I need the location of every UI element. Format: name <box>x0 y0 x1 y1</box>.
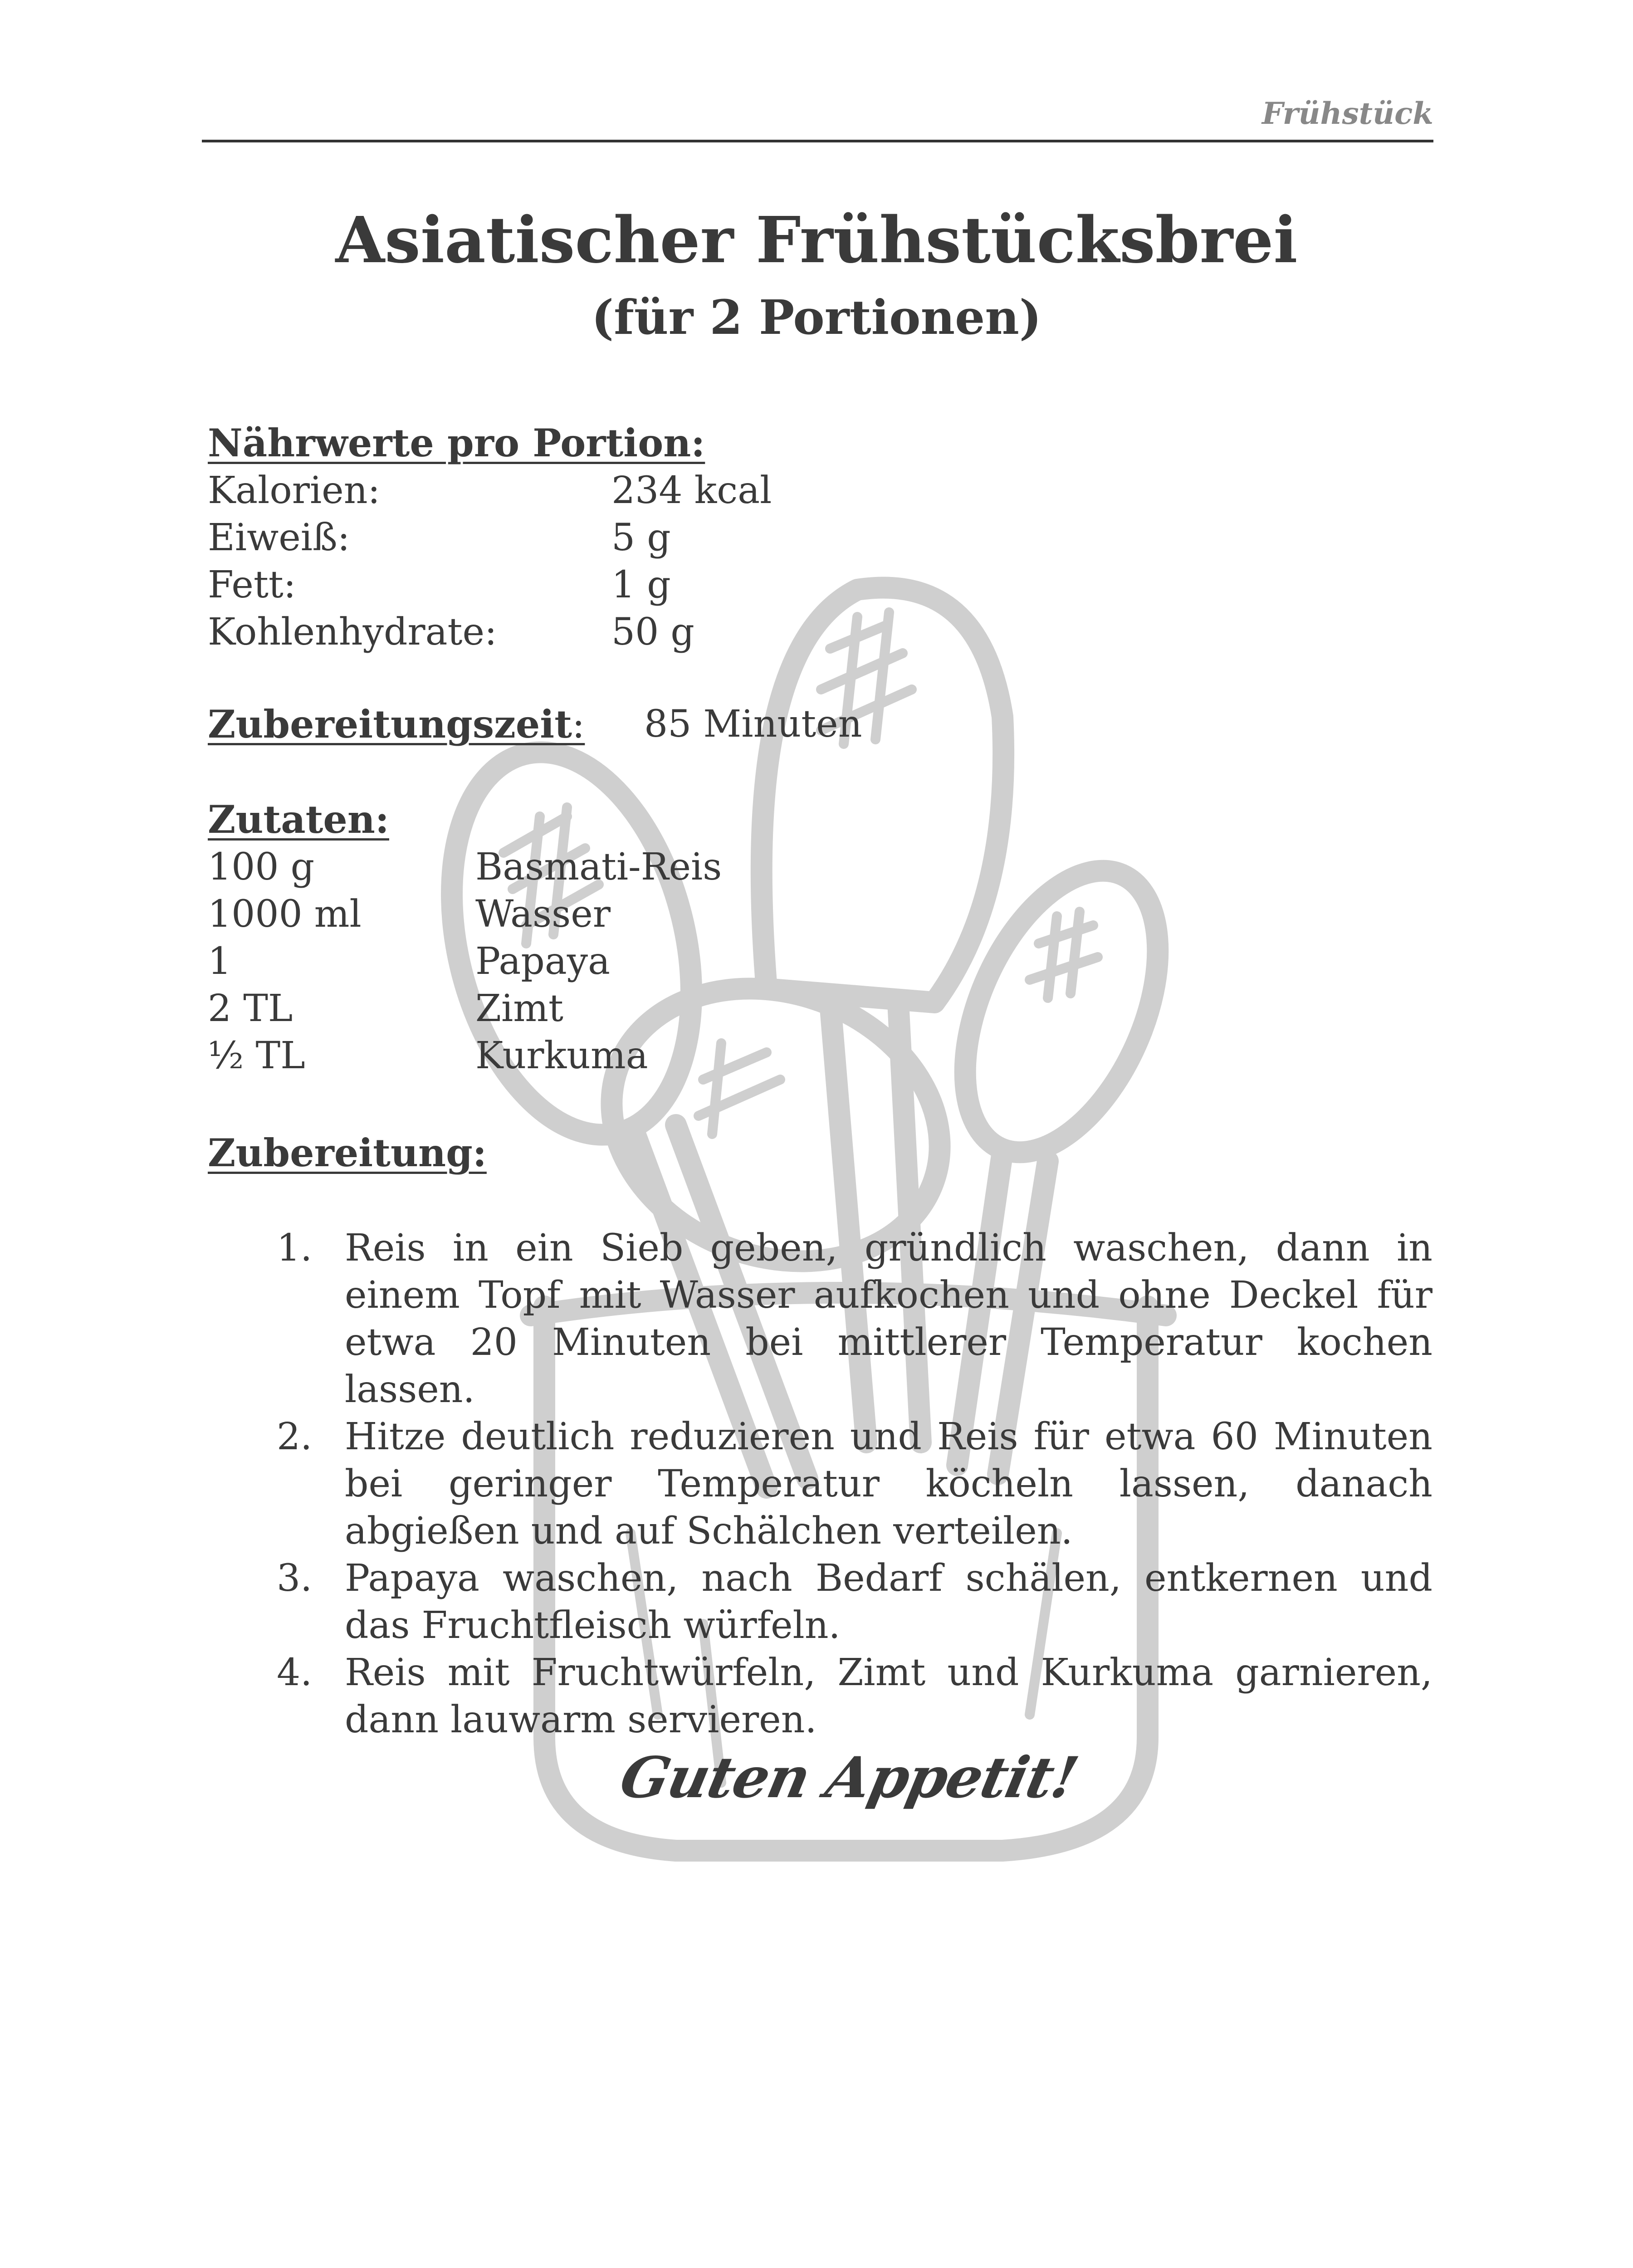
ingredient-row <box>208 985 563 1032</box>
nutrition-value: 50 g <box>611 611 694 654</box>
ingredient-name: Zimt <box>475 987 563 1030</box>
ingredient-name: Papaya <box>475 940 610 983</box>
ingredient-amount: ½ TL <box>208 1034 305 1077</box>
prep-time-label: Zubereitungszeit <box>208 702 572 747</box>
nutrition-row <box>208 562 671 609</box>
nutrition-label: Kohlenhydrate: <box>208 611 497 654</box>
step-text: Hitze deutlich reduzieren und Reis für etwa 60 Minuten bei geringer Temperatur köcheln lassen, danach abgießen und auf Schälchen verteilen. <box>345 1415 1433 1553</box>
prep-time-colon: : <box>572 702 585 747</box>
ingredient-row <box>208 938 610 985</box>
preparation-heading: Zubereitung: <box>208 1130 487 1175</box>
ingredient-amount: 1000 ml <box>208 893 362 936</box>
page-header <box>202 91 1433 142</box>
preparation-steps <box>208 1225 1433 1744</box>
step-number: 2. <box>277 1415 313 1458</box>
recipe-title: Asiatischer Frühstücksbrei <box>335 203 1298 278</box>
closing-greeting: Guten Appetit! <box>614 1745 1083 1811</box>
nutrition-label: Eiweiß: <box>208 516 350 559</box>
prep-time-value: 85 Minuten <box>644 703 862 746</box>
nutrition-value: 1 g <box>611 563 671 606</box>
ingredient-row <box>208 891 611 938</box>
nutrition-label: Kalorien: <box>208 469 381 512</box>
preparation-step <box>208 1649 1433 1744</box>
preparation-step <box>208 1225 1433 1413</box>
step-number: 1. <box>277 1227 313 1270</box>
ingredient-name: Kurkuma <box>475 1034 648 1077</box>
step-text: Reis mit Fruchtwürfeln, Zimt und Kurkuma garnieren, dann lauwarm servieren. <box>345 1651 1433 1741</box>
ingredient-amount: 2 TL <box>208 987 293 1030</box>
ingredients-heading: Zutaten: <box>208 797 389 842</box>
step-text: Reis in ein Sieb geben, gründlich waschen, dann in einem Topf mit Wasser aufkochen und ohne Deckel für etwa 20 Minuten bei mittlerer Temperatur kochen lassen. <box>345 1227 1433 1411</box>
ingredient-row <box>208 1032 648 1080</box>
nutrition-heading: Nährwerte pro Portion: <box>208 420 705 465</box>
preparation-step <box>208 1555 1433 1649</box>
nutrition-row <box>208 514 671 562</box>
prep-time-heading <box>208 701 585 748</box>
ingredient-row <box>208 844 722 891</box>
nutrition-value: 5 g <box>611 516 671 559</box>
ingredient-amount: 100 g <box>208 846 315 889</box>
step-text: Papaya waschen, nach Bedarf schälen, entkernen und das Fruchtfleisch würfeln. <box>345 1557 1433 1647</box>
nutrition-label: Fett: <box>208 563 296 606</box>
ingredient-amount: 1 <box>208 940 232 983</box>
step-number: 3. <box>277 1557 313 1600</box>
preparation-step <box>208 1413 1433 1555</box>
ingredient-name: Wasser <box>475 893 611 936</box>
ingredient-name: Basmati-Reis <box>475 846 722 889</box>
section-label: Frühstück <box>1262 96 1433 131</box>
nutrition-row <box>208 467 772 514</box>
step-number: 4. <box>277 1651 313 1694</box>
recipe-subtitle: (für 2 Portionen) <box>591 289 1042 345</box>
nutrition-row <box>208 609 694 656</box>
nutrition-value: 234 kcal <box>611 469 772 512</box>
